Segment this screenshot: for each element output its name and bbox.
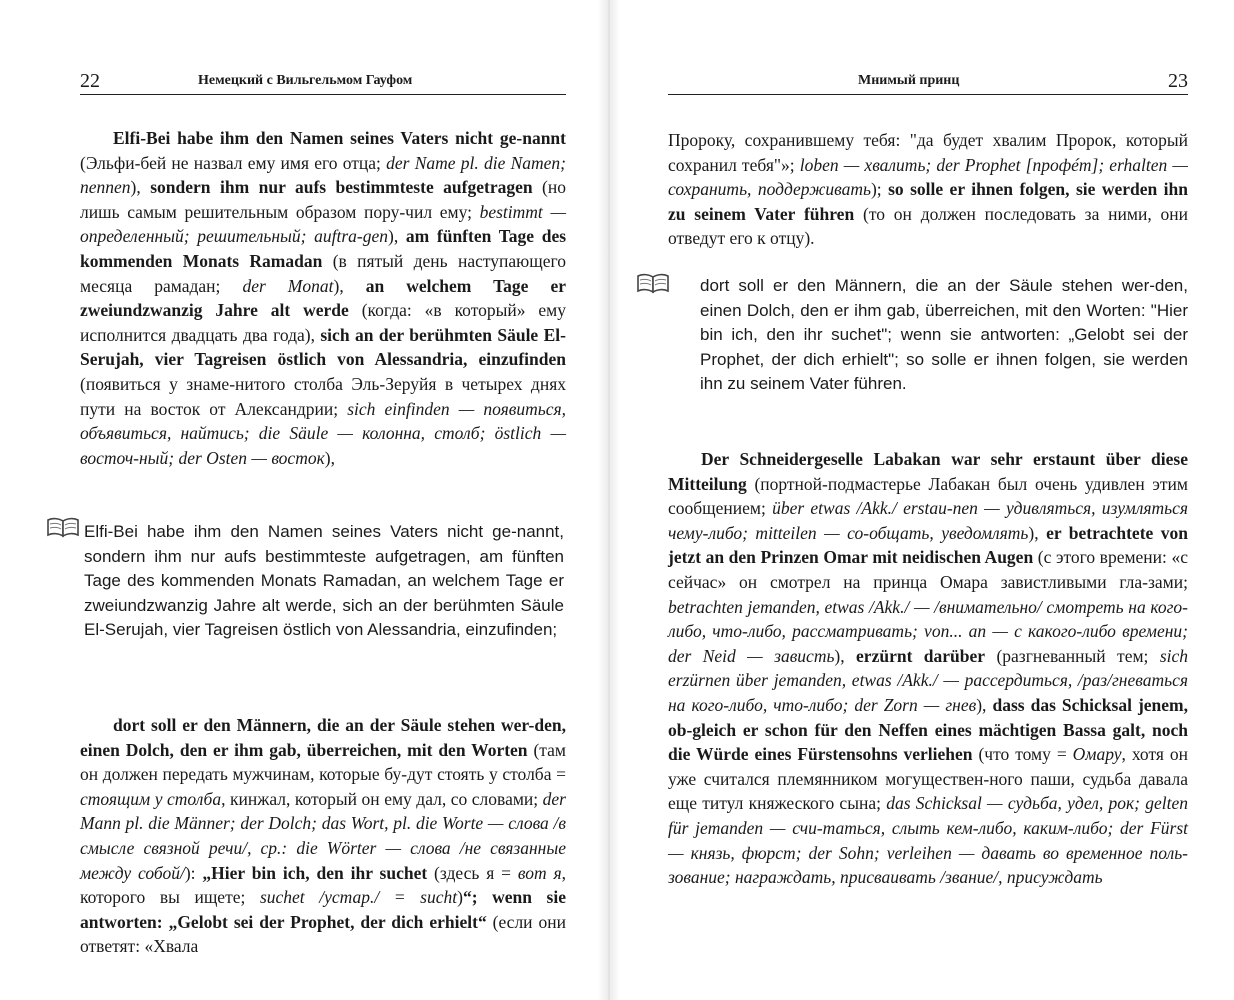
text-run: Elfi-Bei habe ihm den Namen seines Vaters nicht ge-nannt: [113, 128, 566, 148]
text-run: ),: [388, 226, 406, 247]
text-run: „Hier bin ich, den ihr suchet: [202, 862, 428, 883]
text-run: (то он должен последовать за ними, они отведут его к отцу).: [668, 203, 1188, 249]
original-text-block: dort soll er den Männern, die an der Säule stehen wer-den, einen Dolch, den er ihm gab, überreichen, mit den Worten: "Hier bin ich, den ihr suchet"; wenn sie antworten: „Gelobt sei der Prophet, der dich erhielt"; so solle er ihnen folgen, sie werden ihn zu seinem Vater führen.: [700, 276, 1188, 394]
text-run: (с этого времени: «с сейчас» он смотрел на принца Омара завистливыми гла-зами;: [668, 547, 1188, 592]
text-run: , которого вы ищете;: [80, 862, 566, 908]
text-run: an welchem Tage er zweiundzwanzig Jahre alt werde: [80, 275, 566, 321]
text-run: (но лишь самым решительным образом пору-чил ему;: [80, 177, 566, 222]
text-run: am fünften Tage des kommenden Monats Ramadan: [80, 226, 567, 271]
annotated-paragraph: [80, 713, 566, 959]
text-run: ):: [184, 862, 203, 883]
text-run: (там он должен передать мужчинам, которые бу-дут стоять у столба =: [80, 739, 566, 785]
text-run: Der Schneidergeselle Labakan war sehr erstaunt über diese Mitteilung: [668, 449, 1188, 494]
text-run: sich einfinden — появиться, объявиться, найтись; die Säule — колонна, столб; östlich — восточ-ный; der Osten — восток: [80, 398, 566, 468]
text-run: , кинжал, который он ему дал, со словами;: [221, 788, 543, 809]
text-run: er betrachtete von jetzt an den Prinzen Omar mit neidischen Augen: [668, 522, 1188, 568]
annotated-paragraph: [668, 128, 1188, 251]
text-run: ),: [130, 177, 151, 198]
text-run: über etwas /Akk./ erstau-nen — удивляться, изумляться чему-либо; mitteilen — со-общать, уведомлять: [668, 498, 1188, 543]
text-run: der Monat: [242, 275, 334, 296]
right-page: [620, 0, 1234, 1000]
text-run: “; wenn sie antworten: „Gelobt sei der Prophet, der dich erhielt“: [80, 887, 566, 932]
text-run: ),: [976, 694, 993, 715]
text-run: );: [870, 179, 889, 200]
text-run: (когда: «в который» ему исполнится двадцать два года),: [80, 300, 566, 345]
text-run: ),: [333, 275, 366, 296]
text-run: вот я: [517, 862, 562, 883]
text-run: bestimmt — определенный; решительный; auftra-gen: [80, 201, 567, 247]
book-gutter: [598, 0, 620, 1000]
text-run: erzürnt darüber: [856, 645, 986, 666]
text-run: sich erzürnen über jemanden, etwas /Akk./ — рассердиться, /раз/гневаться на кого-либо, что-либо; der Zorn — гнев: [668, 645, 1189, 715]
text-run: sich an der berühmten Säule El-Serujah, vier Tagreisen östlich von Alessandria, einzufinden: [80, 324, 566, 370]
text-run: (Эльфи-бей не назвал ему имя его отца;: [80, 152, 387, 173]
text-run: стоящим у столба: [80, 788, 222, 809]
text-run: loben — хвалить; der Prophet [профéт]; erhalten — сохранить, поддерживать: [668, 154, 1188, 200]
text-run: (портной-подмастерье Лабакан был очень удивлен этим сообщением;: [668, 473, 1188, 519]
text-run: (что тому =: [972, 744, 1073, 765]
running-head: Немецкий с Вильгельмом Гауфом: [198, 73, 413, 88]
text-run: (если они ответят: «Хвала: [80, 911, 566, 957]
text-run: (в пятый день наступающего месяца рамадан;: [80, 250, 566, 296]
text-run: suchet /устар./ = sucht: [259, 887, 458, 908]
left-page: [0, 0, 598, 1000]
right-page-header: [668, 68, 1188, 95]
open-book-icon: [636, 272, 670, 294]
text-run: das Schicksal — судьба, удел, рок; gelten für jemanden — счи-таться, слыть кем-либо, каким-либо; der Fürst — князь, фюрст; der Sohn; verleihen — давать во временное поль-зование; награждать, присваивать /звание/, присуждать: [668, 793, 1188, 888]
text-run: sondern ihm nur aufs bestimmteste aufgetragen: [150, 177, 533, 198]
text-run: so solle er ihnen folgen, sie werden ihn zu seinem Vater führen: [668, 179, 1188, 224]
text-run: ),: [324, 447, 335, 468]
text-run: dass das Schicksal jenem, ob-gleich er schon für den Neffen eines mächtigen Bassa galt, noch die Würde eines Fürstensohns verliehen: [668, 694, 1188, 765]
text-run: , хотя он уже считался племянником могуществен-ного паши, судьба давала еще титул княжеского сына;: [668, 744, 1188, 814]
text-run: ),: [834, 645, 857, 666]
text-run: (здесь я =: [427, 862, 518, 883]
left-page-header: [80, 68, 566, 95]
text-run: der Name pl. die Namen; nennen: [80, 152, 566, 198]
annotated-paragraph: [668, 447, 1188, 890]
running-head: Мнимый принц: [858, 73, 960, 88]
text-run: der Mann pl. die Männer; der Dolch; das Wort, pl. die Worte — слова /в смысле связной речи/, ср.: die Wörter — слова /не связанные между собой/: [80, 788, 566, 883]
open-book-icon: [46, 516, 80, 538]
annotated-paragraph: [80, 126, 566, 470]
text-run: (появиться у знаме-нитого столба Эль-Зеруйя в четырех днях пути на восток от Александрии;: [80, 373, 566, 419]
text-run: Омару: [1072, 744, 1122, 765]
page-number: 23: [1168, 70, 1188, 92]
text-run: ),: [1028, 522, 1047, 543]
text-run: dort soll er den Männern, die an der Säule stehen wer-den, einen Dolch, den er ihm gab, überreichen, mit den Worten: [80, 715, 566, 760]
text-run: ): [457, 887, 463, 908]
text-run: betrachten jemanden, etwas /Akk./ — /внимательно/ смотреть на кого-либо, что-либо, рассматривать; von... an — с какого-либо времени; der Neid — зависть: [668, 596, 1188, 666]
page-number: 22: [80, 70, 100, 92]
original-text-block: Elfi-Bei habe ihm den Namen seines Vaters nicht ge-nannt, sondern ihm nur aufs bestimmteste aufgetragen, am fünften Tage des kommenden Monats Ramadan, an welchem Tage er zweiundzwanzig Jahre alt werde, sich an der berühmten Säule El-Serujah, vier Tagreisen östlich von Alessandria, einzufinden;: [84, 522, 564, 640]
text-run: Пророку, сохранившему тебя: "да будет хвалим Пророк, который сохранил тебя"»;: [668, 130, 1188, 175]
text-run: (разгневанный тем;: [985, 645, 1160, 666]
